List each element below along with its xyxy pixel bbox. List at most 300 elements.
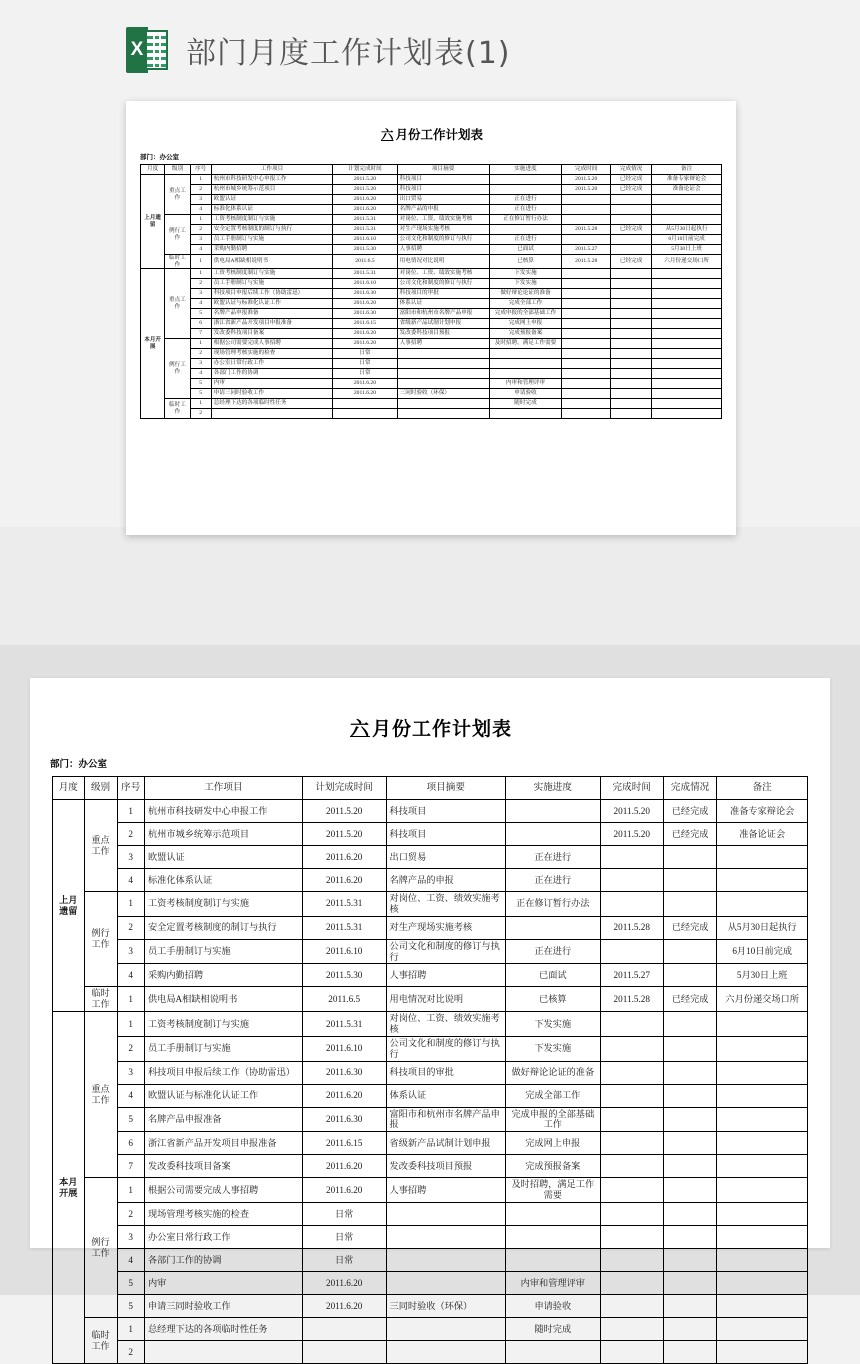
- col-header-4: 计划完成时间: [302, 777, 386, 800]
- row-plan-date: 日常: [302, 1203, 386, 1226]
- row-done-date: [600, 892, 663, 917]
- row-summary: 对岗位、工资、绩效实施考核: [386, 892, 505, 917]
- row-summary: 人事招聘: [397, 245, 489, 255]
- table-body: [141, 175, 722, 419]
- row-no: 2: [190, 349, 211, 359]
- table-row: [53, 892, 808, 917]
- row-summary: 科技项目: [386, 823, 505, 846]
- row-done-date: 2011.5.27: [600, 964, 663, 987]
- row-plan-date: 2011.5.20: [333, 185, 397, 195]
- row-progress: 内审和管理评审: [489, 379, 562, 389]
- row-note: [652, 215, 722, 225]
- row-progress: [489, 185, 562, 195]
- row-progress: 正在进行: [505, 869, 600, 892]
- row-note: 准备专家辩论会: [652, 175, 722, 185]
- row-summary: [397, 359, 489, 369]
- row-plan-date: 2011.6.20: [333, 195, 397, 205]
- row-note: [652, 349, 722, 359]
- table-row: [53, 800, 808, 823]
- row-done-date: 2011.5.28: [600, 987, 663, 1012]
- row-status: [663, 1155, 717, 1178]
- row-plan-date: 2011.5.31: [302, 892, 386, 917]
- table-row: [53, 1107, 808, 1132]
- row-item: 内审: [144, 1272, 302, 1295]
- group-level-cell: 例行工作: [84, 1178, 117, 1318]
- row-done-date: 2011.5.28: [600, 916, 663, 939]
- col-header-5: 项目摘要: [386, 777, 505, 800]
- table-row: [53, 1132, 808, 1155]
- table-row: [53, 1084, 808, 1107]
- row-status: [663, 939, 717, 964]
- row-done-date: [600, 1203, 663, 1226]
- row-progress: 正在修订暂行办法: [489, 215, 562, 225]
- row-done-date: [562, 289, 611, 299]
- row-note: 准备专家辩论会: [717, 800, 808, 823]
- row-item: 总经理下达的各项临时性任务: [144, 1318, 302, 1341]
- row-no: 6: [190, 319, 211, 329]
- row-note: 从5月30日起执行: [652, 225, 722, 235]
- row-plan-date: 2011.6.20: [302, 846, 386, 869]
- col-header-0: 月度: [141, 165, 165, 175]
- row-no: 4: [190, 205, 211, 215]
- row-no: 2: [190, 225, 211, 235]
- row-summary: 发改委科技项目预报: [386, 1155, 505, 1178]
- row-status: 已经完成: [611, 185, 652, 195]
- table-row: [141, 195, 722, 205]
- row-progress: 申请验收: [489, 389, 562, 399]
- row-no: 2: [117, 1036, 144, 1061]
- row-note: [717, 869, 808, 892]
- row-item: 根据公司需要完成人事招聘: [144, 1178, 302, 1203]
- row-summary: [386, 1249, 505, 1272]
- row-no: 7: [117, 1155, 144, 1178]
- row-plan-date: 2011.5.20: [302, 823, 386, 846]
- row-note: [717, 1295, 808, 1318]
- table-body: [53, 800, 808, 1364]
- row-summary: 名牌产品的申报: [386, 869, 505, 892]
- row-status: [611, 195, 652, 205]
- table-row: [141, 339, 722, 349]
- row-done-date: [600, 1132, 663, 1155]
- row-plan-date: [333, 399, 397, 409]
- row-item: 名牌产品申报准备: [144, 1107, 302, 1132]
- table-row: [53, 1012, 808, 1037]
- section-month-cell: 本月开展: [53, 1012, 85, 1364]
- row-done-date: [562, 299, 611, 309]
- row-done-date: [600, 1107, 663, 1132]
- row-done-date: [562, 349, 611, 359]
- row-note: [652, 195, 722, 205]
- table-row: [53, 846, 808, 869]
- row-no: 6: [117, 1132, 144, 1155]
- row-done-date: [600, 1272, 663, 1295]
- table-row: [141, 215, 722, 225]
- row-item: 申请三同时验收工作: [211, 389, 332, 399]
- row-summary: 用电情况对比说明: [386, 987, 505, 1012]
- col-header-3: 工作项目: [144, 777, 302, 800]
- row-item: 欧盟认证: [211, 195, 332, 205]
- group-level-cell: 重点工作: [165, 269, 190, 339]
- row-summary: [397, 399, 489, 409]
- row-no: 3: [117, 1226, 144, 1249]
- col-header-1: 级别: [84, 777, 117, 800]
- row-no: 1: [117, 987, 144, 1012]
- row-item: 安全定置考核制度的制订与执行: [211, 225, 332, 235]
- row-note: [652, 205, 722, 215]
- table-row: [141, 319, 722, 329]
- row-item: 浙江省新产品开发项目申报准备: [211, 319, 332, 329]
- document-page-2[interactable]: [30, 678, 830, 1357]
- col-header-1: 级别: [165, 165, 190, 175]
- table-row: [141, 369, 722, 379]
- row-summary: 省级新产品试制计划申报: [386, 1132, 505, 1155]
- section-month-cell: 本月开展: [141, 269, 165, 419]
- row-summary: 公司文化和制度的修订与执行: [386, 1036, 505, 1061]
- group-level-cell: 临时工作: [84, 987, 117, 1012]
- row-summary: 三同时验收（环保）: [397, 389, 489, 399]
- row-item: 采购内勤招聘: [211, 245, 332, 255]
- row-plan-date: 2011.6.5: [302, 987, 386, 1012]
- row-item: 发改委科技项目备案: [144, 1155, 302, 1178]
- row-note: [652, 379, 722, 389]
- row-no: 2: [190, 279, 211, 289]
- row-done-date: [600, 1012, 663, 1037]
- row-summary: 公司文化和制度的修订与执行: [386, 939, 505, 964]
- row-item: 名牌产品申报准备: [211, 309, 332, 319]
- row-progress: 内审和管理评审: [505, 1272, 600, 1295]
- row-item: 供电局A相缺相说明书: [144, 987, 302, 1012]
- table-header-row: [141, 165, 722, 175]
- row-status: [611, 309, 652, 319]
- table-row: [53, 1272, 808, 1295]
- row-summary: 科技项目: [397, 175, 489, 185]
- row-plan-date: 2011.6.15: [333, 319, 397, 329]
- doc-title: [30, 714, 830, 741]
- row-progress: 申请验收: [505, 1295, 600, 1318]
- row-note: 5月30日上班: [652, 245, 722, 255]
- row-status: [663, 846, 717, 869]
- row-note: [652, 299, 722, 309]
- row-no: 1: [117, 800, 144, 823]
- row-status: [611, 359, 652, 369]
- table-row: [53, 1155, 808, 1178]
- table-row: [53, 1295, 808, 1318]
- row-plan-date: 日常: [302, 1249, 386, 1272]
- row-summary: [386, 1318, 505, 1341]
- row-plan-date: 2011.5.20: [333, 175, 397, 185]
- row-progress: [505, 1226, 600, 1249]
- row-plan-date: 2011.6.20: [333, 329, 397, 339]
- row-plan-date: [333, 409, 397, 419]
- doc-title-rest: 月份工作计划表: [372, 719, 513, 740]
- row-summary: 名牌产品的申报: [397, 205, 489, 215]
- row-status: [611, 329, 652, 339]
- row-no: 1: [117, 1012, 144, 1037]
- col-header-8: 完成情况: [611, 165, 652, 175]
- group-level-cell: 重点工作: [165, 175, 190, 215]
- row-summary: 对生产现场实施考核: [397, 225, 489, 235]
- row-summary: [397, 409, 489, 419]
- row-progress: 完成网上申报: [489, 319, 562, 329]
- row-status: [663, 1295, 717, 1318]
- row-plan-date: 2011.6.30: [333, 309, 397, 319]
- row-progress: 完成网上申报: [505, 1132, 600, 1155]
- row-progress: 已面试: [489, 245, 562, 255]
- row-done-date: [562, 369, 611, 379]
- row-progress: 完成全部工作: [505, 1084, 600, 1107]
- row-item: 科技项目申报后续工作（协助雷迅）: [144, 1061, 302, 1084]
- row-done-date: [562, 389, 611, 399]
- row-summary: 三同时验收（环保）: [386, 1295, 505, 1318]
- row-progress: 完成申报的全部基础工作: [505, 1107, 600, 1132]
- row-item: 供电局A相缺相说明书: [211, 255, 332, 269]
- table-row: [141, 235, 722, 245]
- row-status: [663, 1272, 717, 1295]
- row-no: 1: [190, 215, 211, 225]
- row-status: [663, 1012, 717, 1037]
- department-label: 部门：办公室: [50, 760, 108, 770]
- table-row: [53, 1061, 808, 1084]
- row-plan-date: 2011.5.31: [333, 215, 397, 225]
- table-row: [53, 964, 808, 987]
- row-status: [611, 339, 652, 349]
- row-done-date: [562, 235, 611, 245]
- row-note: [717, 1155, 808, 1178]
- row-done-date: [562, 309, 611, 319]
- row-item: [211, 409, 332, 419]
- row-progress: [489, 409, 562, 419]
- row-summary: 出口贸易: [397, 195, 489, 205]
- row-summary: [386, 1203, 505, 1226]
- row-summary: 用电情况对比说明: [397, 255, 489, 269]
- row-note: [717, 1012, 808, 1037]
- row-done-date: [600, 1318, 663, 1341]
- row-plan-date: 2011.6.20: [333, 299, 397, 309]
- row-no: 7: [190, 329, 211, 339]
- row-progress: 正在进行: [505, 846, 600, 869]
- row-item: 杭州市城乡统筹示范项目: [211, 185, 332, 195]
- row-summary: 科技项目: [397, 185, 489, 195]
- col-header-5: 项目摘要: [397, 165, 489, 175]
- row-progress: 下发实施: [505, 1036, 600, 1061]
- table-header: [53, 777, 808, 800]
- row-summary: 富阳市和杭州市名牌产品申报: [386, 1107, 505, 1132]
- row-progress: 下发实施: [505, 1012, 600, 1037]
- col-header-9: 备注: [652, 165, 722, 175]
- row-note: [717, 1036, 808, 1061]
- row-status: [663, 1341, 717, 1364]
- row-done-date: [562, 399, 611, 409]
- row-item: 欧盟认证: [144, 846, 302, 869]
- row-done-date: [600, 1061, 663, 1084]
- row-summary: [386, 1341, 505, 1364]
- row-progress: 完成申报的全部基础工作: [489, 309, 562, 319]
- row-item: 工资考核制度制订与实施: [144, 1012, 302, 1037]
- row-done-date: 2011.5.20: [600, 823, 663, 846]
- row-done-date: 2011.5.20: [562, 175, 611, 185]
- row-item: 工资考核制度制订与实施: [211, 215, 332, 225]
- row-done-date: 2011.5.20: [600, 800, 663, 823]
- row-no: 4: [190, 369, 211, 379]
- row-status: 已经完成: [611, 225, 652, 235]
- row-no: 5: [190, 379, 211, 389]
- row-status: [663, 1132, 717, 1155]
- section-month-cell: 上月遗留: [53, 800, 85, 1012]
- row-summary: 人事招聘: [386, 964, 505, 987]
- row-note: [717, 1249, 808, 1272]
- row-plan-date: 2011.5.20: [302, 800, 386, 823]
- table-row: [53, 823, 808, 846]
- row-item: 欧盟认证与标准化认证工作: [144, 1084, 302, 1107]
- row-item: 员工手册制订与实施: [211, 235, 332, 245]
- table-row: [141, 175, 722, 185]
- row-plan-date: 2011.6.10: [333, 235, 397, 245]
- table-row: [141, 245, 722, 255]
- row-no: 3: [190, 195, 211, 205]
- row-status: [663, 1084, 717, 1107]
- row-item: 标准化体系认证: [211, 205, 332, 215]
- row-item: 杭州市城乡统筹示范项目: [144, 823, 302, 846]
- row-done-date: [600, 1295, 663, 1318]
- row-status: [611, 369, 652, 379]
- row-summary: [386, 1272, 505, 1295]
- row-done-date: 2011.5.27: [562, 245, 611, 255]
- row-no: 4: [117, 1249, 144, 1272]
- row-done-date: [600, 846, 663, 869]
- table-row: [141, 255, 722, 269]
- row-progress: 正在进行: [489, 235, 562, 245]
- department-label: 部门：办公室: [140, 154, 179, 161]
- row-progress: 及时招聘，满足工作需要: [489, 339, 562, 349]
- row-status: [611, 379, 652, 389]
- group-level-cell: 例行工作: [165, 215, 190, 255]
- row-done-date: [562, 215, 611, 225]
- row-no: 5: [117, 1272, 144, 1295]
- row-note: 6月10日前完成: [717, 939, 808, 964]
- row-done-date: [600, 939, 663, 964]
- col-header-7: 完成时间: [562, 165, 611, 175]
- row-plan-date: 2011.6.20: [302, 1272, 386, 1295]
- row-done-date: [600, 1178, 663, 1203]
- row-no: 2: [117, 1203, 144, 1226]
- row-plan-date: 2011.6.10: [333, 279, 397, 289]
- row-status: [611, 299, 652, 309]
- row-status: [611, 205, 652, 215]
- page-title: 部门月度工作计划表(1): [186, 36, 511, 71]
- row-progress: 正在进行: [489, 195, 562, 205]
- row-done-date: [600, 1226, 663, 1249]
- row-done-date: [562, 195, 611, 205]
- row-no: 5: [117, 1295, 144, 1318]
- table-row: [141, 289, 722, 299]
- background-band-middle: [0, 527, 860, 645]
- row-no: 5: [190, 309, 211, 319]
- row-note: [652, 289, 722, 299]
- row-done-date: [600, 869, 663, 892]
- row-status: 已经完成: [663, 987, 717, 1012]
- row-plan-date: 日常: [333, 359, 397, 369]
- group-level-cell: 例行工作: [84, 892, 117, 987]
- row-progress: 做好辩论论证的准备: [505, 1061, 600, 1084]
- table-row: [141, 409, 722, 419]
- row-no: 2: [117, 823, 144, 846]
- row-plan-date: 2011.5.30: [302, 964, 386, 987]
- row-no: 4: [190, 299, 211, 309]
- row-status: 已经完成: [611, 255, 652, 269]
- row-summary: [397, 369, 489, 379]
- row-plan-date: 2011.6.20: [302, 1155, 386, 1178]
- row-progress: 正在进行: [489, 205, 562, 215]
- row-note: [717, 892, 808, 917]
- row-plan-date: 2011.5.31: [333, 269, 397, 279]
- row-summary: 对生产现场实施考核: [386, 916, 505, 939]
- row-status: [663, 1061, 717, 1084]
- table-row: [53, 987, 808, 1012]
- row-plan-date: 2011.6.5: [333, 255, 397, 269]
- row-progress: 及时招聘，满足工作需要: [505, 1178, 600, 1203]
- table-row: [53, 939, 808, 964]
- row-status: [611, 319, 652, 329]
- row-note: 6月10日前完成: [652, 235, 722, 245]
- section-month-cell: 上月遗留: [141, 175, 165, 269]
- row-no: 1: [117, 1178, 144, 1203]
- row-item: 各部门工作的协调: [144, 1249, 302, 1272]
- row-progress: 做好辩论论证的准备: [489, 289, 562, 299]
- row-status: [611, 245, 652, 255]
- row-progress: 正在进行: [505, 939, 600, 964]
- row-item: 申请三同时验收工作: [144, 1295, 302, 1318]
- row-note: [652, 409, 722, 419]
- row-item: 工资考核制度制订与实施: [144, 892, 302, 917]
- row-done-date: [562, 379, 611, 389]
- row-progress: 下发实施: [489, 279, 562, 289]
- row-status: [663, 1036, 717, 1061]
- row-no: 3: [117, 846, 144, 869]
- row-done-date: 2011.5.28: [562, 255, 611, 269]
- table-row: [141, 205, 722, 215]
- row-plan-date: 2011.6.20: [302, 1295, 386, 1318]
- row-done-date: [600, 1341, 663, 1364]
- row-note: [652, 279, 722, 289]
- row-status: [663, 1318, 717, 1341]
- row-progress: [489, 369, 562, 379]
- row-plan-date: 2011.6.20: [302, 1178, 386, 1203]
- row-status: 已经完成: [663, 916, 717, 939]
- row-note: [652, 359, 722, 369]
- row-note: 准备论证会: [717, 823, 808, 846]
- row-no: 2: [117, 916, 144, 939]
- doc-title: [126, 125, 736, 143]
- row-item: 工资考核制度制订与实施: [211, 269, 332, 279]
- app-header: [0, 0, 860, 100]
- row-note: [717, 1178, 808, 1203]
- row-item: 现场管理考核实施的检查: [211, 349, 332, 359]
- row-status: [663, 1249, 717, 1272]
- row-summary: 出口贸易: [386, 846, 505, 869]
- row-item: 科技项目申报后续工作（协助雷迅）: [211, 289, 332, 299]
- document-preview-page-1[interactable]: [126, 101, 736, 535]
- table-row: [141, 399, 722, 409]
- col-header-6: 实施进度: [505, 777, 600, 800]
- row-item: 标准化体系认证: [144, 869, 302, 892]
- table-row: [53, 916, 808, 939]
- row-summary: 对岗位、工资、绩效实施考核: [386, 1012, 505, 1037]
- row-note: [717, 846, 808, 869]
- doc-title-month: 六: [349, 719, 370, 740]
- row-plan-date: 2011.6.20: [333, 379, 397, 389]
- row-done-date: [562, 279, 611, 289]
- row-done-date: 2011.5.28: [562, 225, 611, 235]
